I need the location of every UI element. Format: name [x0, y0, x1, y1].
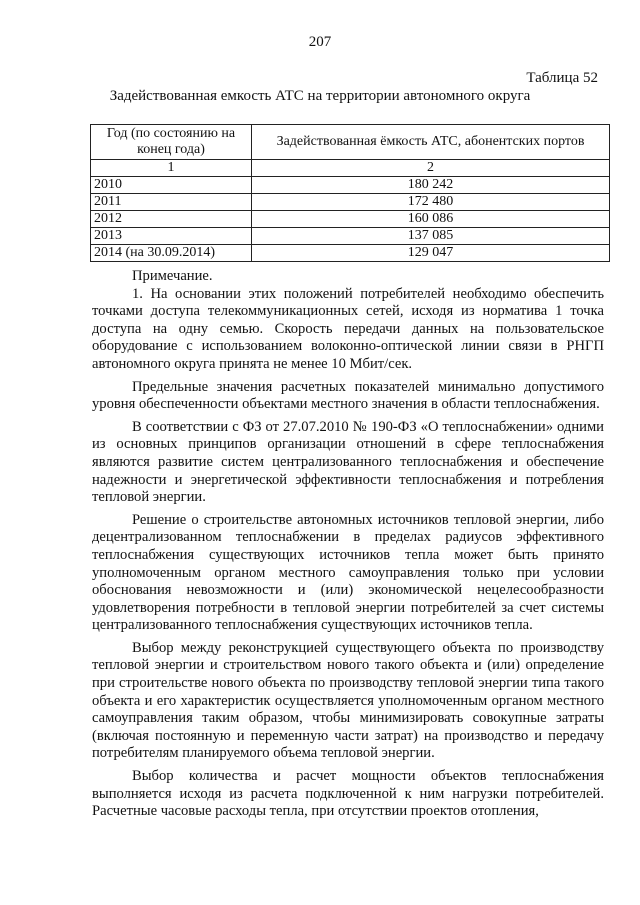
capacity-cell: 137 085 [252, 228, 610, 245]
page-number: 207 [308, 34, 332, 50]
table-row [91, 211, 610, 228]
capacity-cell: 180 242 [252, 177, 610, 194]
paragraph: Выбор между реконструкцией существующего объекта по производству тепловой энергии и строительством нового такого объекта и (или) определение при строительстве нового объекта по производству тепловой энергии типа такого объекта и его характеристик осуществляется уполномоченным органом местного самоуправления таким образом, чтобы минимизировать совокупные затраты (включая постоянную и переменную части затрат) на производство и передачу потребителям планируемого объема тепловой энергии. [92, 639, 604, 762]
header-capacity: Задействованная ёмкость АТС, абонентских портов [252, 125, 610, 160]
year-cell: 2013 [91, 228, 252, 245]
year-cell: 2011 [91, 194, 252, 211]
year-cell: 2014 (на 30.09.2014) [91, 245, 252, 262]
capacity-cell: 160 086 [252, 211, 610, 228]
table-colnum-row [91, 160, 610, 177]
table-row [91, 194, 610, 211]
paragraph: В соответствии с ФЗ от 27.07.2010 № 190-ФЗ «О теплоснабжении» одними из основных принципов организации отношений в сфере теплоснабжения являются развитие систем централизованного теплоснабжения и обеспечение надежности и энергетической эффективности теплоснабжения и потребления тепловой энергии. [92, 418, 604, 506]
table-row [91, 177, 610, 194]
paragraph: Предельные значения расчетных показателей минимально допустимого уровня обеспеченности объектами местного значения в области теплоснабжения. [92, 378, 604, 413]
paragraph: Решение о строительстве автономных источников тепловой энергии, либо децентрализованном теплоснабжении в пределах радиусов эффективного теплоснабжения существующих источников тепла может быть принято уполномоченным органом местного самоуправления только при условии обоснования невозможности и (или) экономической нецелесообразности удовлетворения потребности в тепловой энергии потребителей за счет системы централизованного теплоснабжения существующих источников тепла. [92, 511, 604, 634]
table-header-row [91, 125, 610, 160]
column-number: 2 [252, 160, 610, 177]
table-title: Задействованная емкость АТС на территории автономного округа [109, 88, 531, 104]
table-row [91, 245, 610, 262]
capacity-cell: 172 480 [252, 194, 610, 211]
note-heading: Примечание. [132, 268, 213, 284]
column-number: 1 [91, 160, 252, 177]
body-text [92, 268, 604, 826]
header-year: Год (по состоянию на конец года) [91, 125, 252, 160]
atc-capacity-table [90, 124, 610, 262]
table-row [91, 228, 610, 245]
year-cell: 2012 [91, 211, 252, 228]
capacity-cell: 129 047 [252, 245, 610, 262]
year-cell: 2010 [91, 177, 252, 194]
table-label: Таблица 52 [526, 70, 598, 86]
paragraph: Выбор количества и расчет мощности объектов теплоснабжения выполняется исходя из расчета подключенной к ним нагрузки потребителей. Расчетные часовые расходы тепла, при отсутствии проектов отопления, [92, 768, 604, 820]
paragraph: 1. На основании этих положений потребителей необходимо обеспечить точками доступа телекоммуникационных сетей, исходя из норматива 1 точка доступа на одну семью. Скорость передачи данных на пользовательское оборудование с использованием волоконно-оптической линии связи в РНГП автономного округа принята не менее 10 Мбит/сек. [92, 285, 604, 372]
